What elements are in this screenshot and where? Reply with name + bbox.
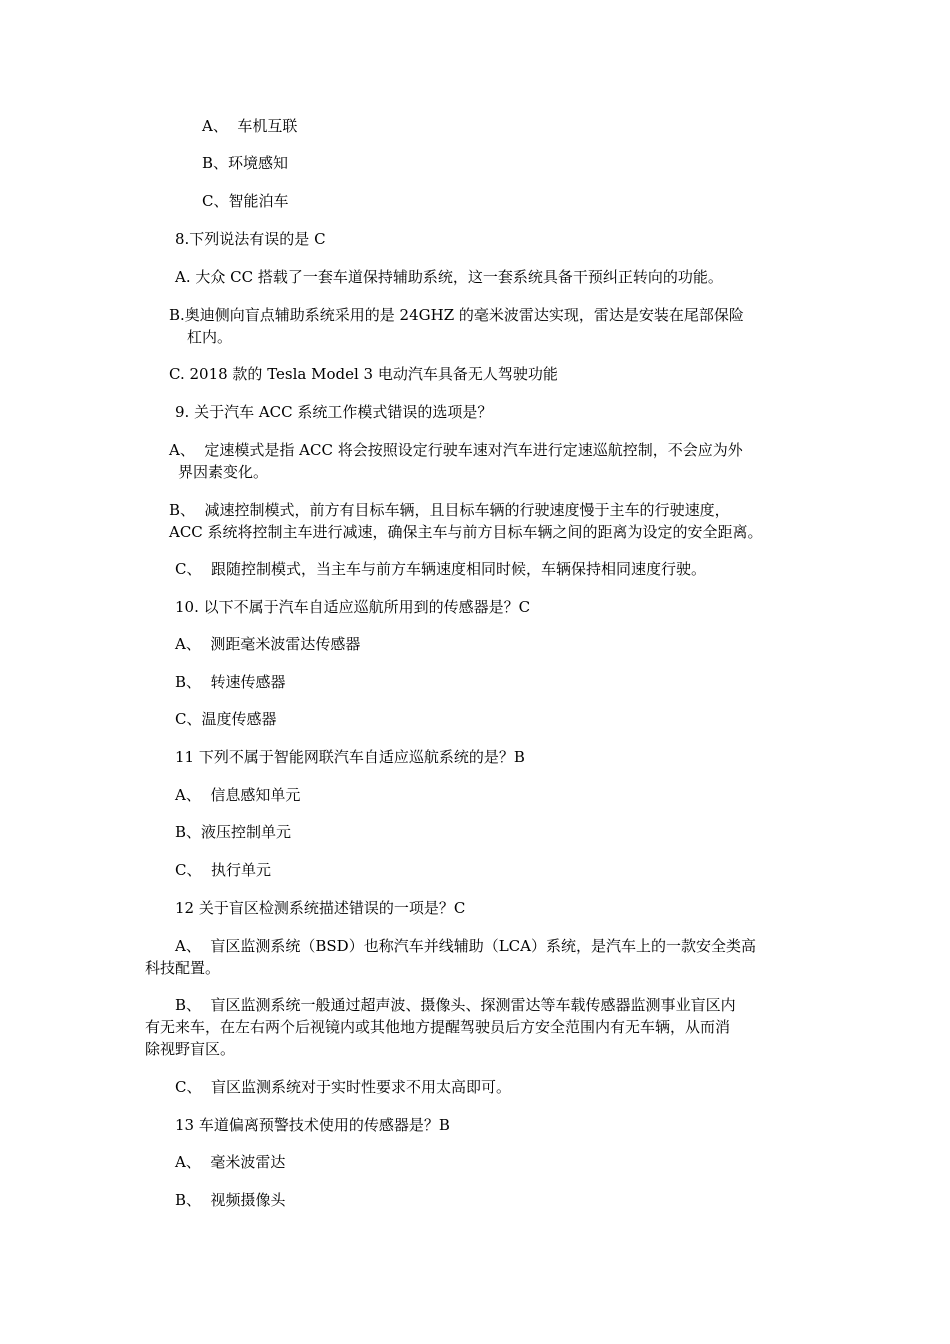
q9-option-b-line2: ACC 系统将控制主车进行减速，确保主车与前方目标车辆之间的距离为设定的安全距离。 (169, 523, 763, 541)
q11-option-b: B、液压控制单元 (175, 823, 292, 841)
q9-option-a-line2: 界因素变化。 (178, 463, 269, 481)
q8-option-c: C. 2018 款的 Tesla Model 3 电动汽车具备无人驾驶功能 (169, 365, 558, 383)
q11-option-c: C、 执行单元 (175, 861, 272, 879)
q13-option-a: A、 毫米波雷达 (175, 1153, 286, 1171)
q13-option-b: B、 视频摄像头 (175, 1191, 286, 1209)
q12-option-a-line1: A、 盲区监测系统（BSD）也称汽车并线辅助（LCA）系统，是汽车上的一款安全类高 (175, 937, 756, 955)
q10-question: 10. 以下不属于汽车自适应巡航所用到的传感器是？C (175, 598, 531, 616)
q12-option-b-line3: 除视野盲区。 (145, 1040, 236, 1058)
q11-question: 11 下列不属于智能网联汽车自适应巡航系统的是？B (175, 748, 525, 766)
q8-option-b-line1: B.奥迪侧向盲点辅助系统采用的是 24GHZ 的毫米波雷达实现，雷达是安装在尾部保险 (169, 306, 744, 324)
q9-option-a-line1: A、 定速模式是指 ACC 将会按照设定行驶车速对汽车进行定速巡航控制，不会应为外 (169, 441, 743, 459)
q13-question: 13 车道偏离预警技术使用的传感器是？B (175, 1116, 450, 1134)
q7-option-c: C、智能泊车 (202, 192, 289, 210)
q10-option-a: A、 测距毫米波雷达传感器 (175, 635, 361, 653)
q12-option-b-line1: B、 盲区监测系统一般通过超声波、摄像头、探测雷达等车载传感器监测事业盲区内 (175, 996, 736, 1014)
q9-option-c: C、 跟随控制模式，当主车与前方车辆速度相同时候，车辆保持相同速度行驶。 (175, 560, 707, 578)
q12-option-a-line2: 科技配置。 (145, 959, 221, 977)
q9-option-b-line1: B、 减速控制模式，前方有目标车辆，且目标车辆的行驶速度慢于主车的行驶速度， (169, 501, 730, 519)
q11-option-a: A、 信息感知单元 (175, 786, 301, 804)
q10-option-c: C、温度传感器 (175, 710, 277, 728)
q12-option-b-line2: 有无来车，在左右两个后视镜内或其他地方提醒驾驶员后方安全范围内有无车辆，从而消 (145, 1018, 731, 1036)
q8-option-b-line2: 杠内。 (187, 328, 233, 346)
q8-option-a: A. 大众 CC 搭载了一套车道保持辅助系统，这一套系统具备干预纠正转向的功能。 (175, 268, 723, 286)
q12-option-c: C、 盲区监测系统对于实时性要求不用太高即可。 (175, 1078, 512, 1096)
q12-question: 12 关于盲区检测系统描述错误的一项是？C (175, 899, 466, 917)
q7-option-a: A、 车机互联 (202, 117, 298, 135)
q7-option-b: B、环境感知 (202, 154, 289, 172)
q8-question: 8.下列说法有误的是 C (175, 230, 326, 248)
q10-option-b: B、 转速传感器 (175, 673, 286, 691)
q9-question: 9. 关于汽车 ACC 系统工作模式错误的选项是？ (175, 403, 493, 421)
